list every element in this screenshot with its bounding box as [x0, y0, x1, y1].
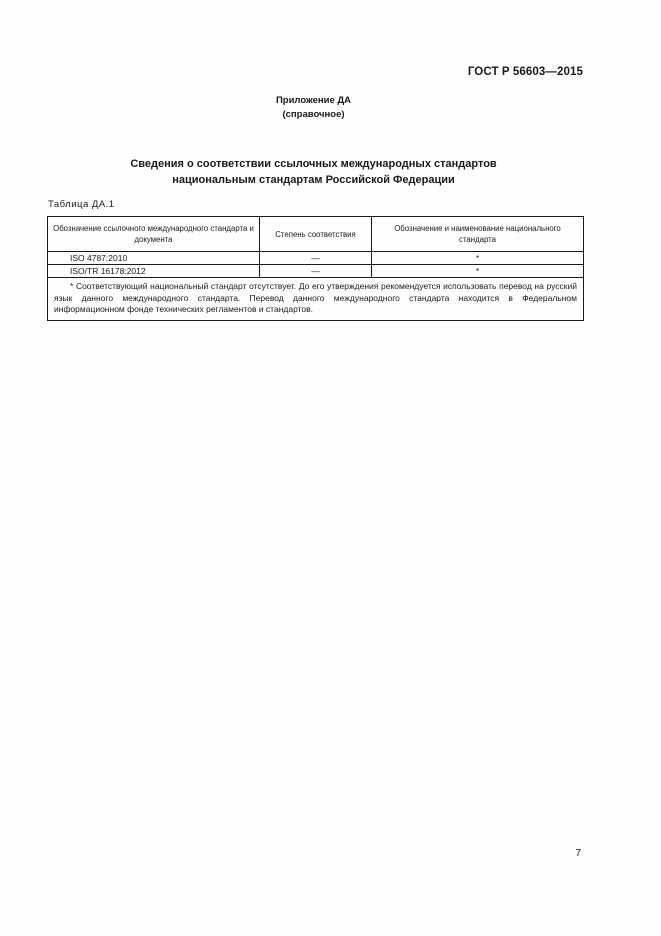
- section-title-line-1: Сведения о соответствии ссылочных международных стандартов: [130, 158, 497, 170]
- table-header-row: [48, 217, 584, 252]
- table-footnote-cell: [48, 278, 584, 321]
- table-row: [48, 252, 584, 265]
- section-title: [0, 156, 627, 188]
- table-footnote: * Соответствующий национальный стандарт отсутствует. До его утверждения рекомендуется использовать перевод на русский язык данного международного стандарта. Перевод данного международного стандарта находится в Федеральном информационном фонде технических регламентов и стандартов.: [54, 281, 577, 314]
- cell-international-standard: ISO 4787:2010: [48, 252, 260, 265]
- correspondence-table: [47, 216, 584, 321]
- appendix-subtitle: (справочное): [282, 109, 345, 120]
- document-code: ГОСТ Р 56603—2015: [467, 66, 583, 78]
- column-header-national-standard: Обозначение и наименование национального стандарта: [372, 217, 584, 252]
- cell-international-standard: ISO/TR 16178:2012: [48, 265, 260, 278]
- column-header-international-standard: Обозначение ссылочного международного стандарта и документа: [48, 217, 260, 252]
- table-footnote-row: [48, 278, 584, 321]
- appendix-title: Приложение ДА: [275, 95, 352, 106]
- cell-national-standard: *: [372, 265, 584, 278]
- section-title-line-2: национальным стандартам Российской Федерации: [172, 174, 455, 186]
- table-row: [48, 265, 584, 278]
- cell-national-standard: *: [372, 252, 584, 265]
- table-caption: Таблица ДА.1: [48, 199, 115, 210]
- column-header-degree: Степень соответствия: [260, 217, 372, 252]
- page-number: 7: [575, 848, 581, 859]
- appendix-heading: [0, 94, 627, 122]
- cell-degree: —: [260, 252, 372, 265]
- cell-degree: —: [260, 265, 372, 278]
